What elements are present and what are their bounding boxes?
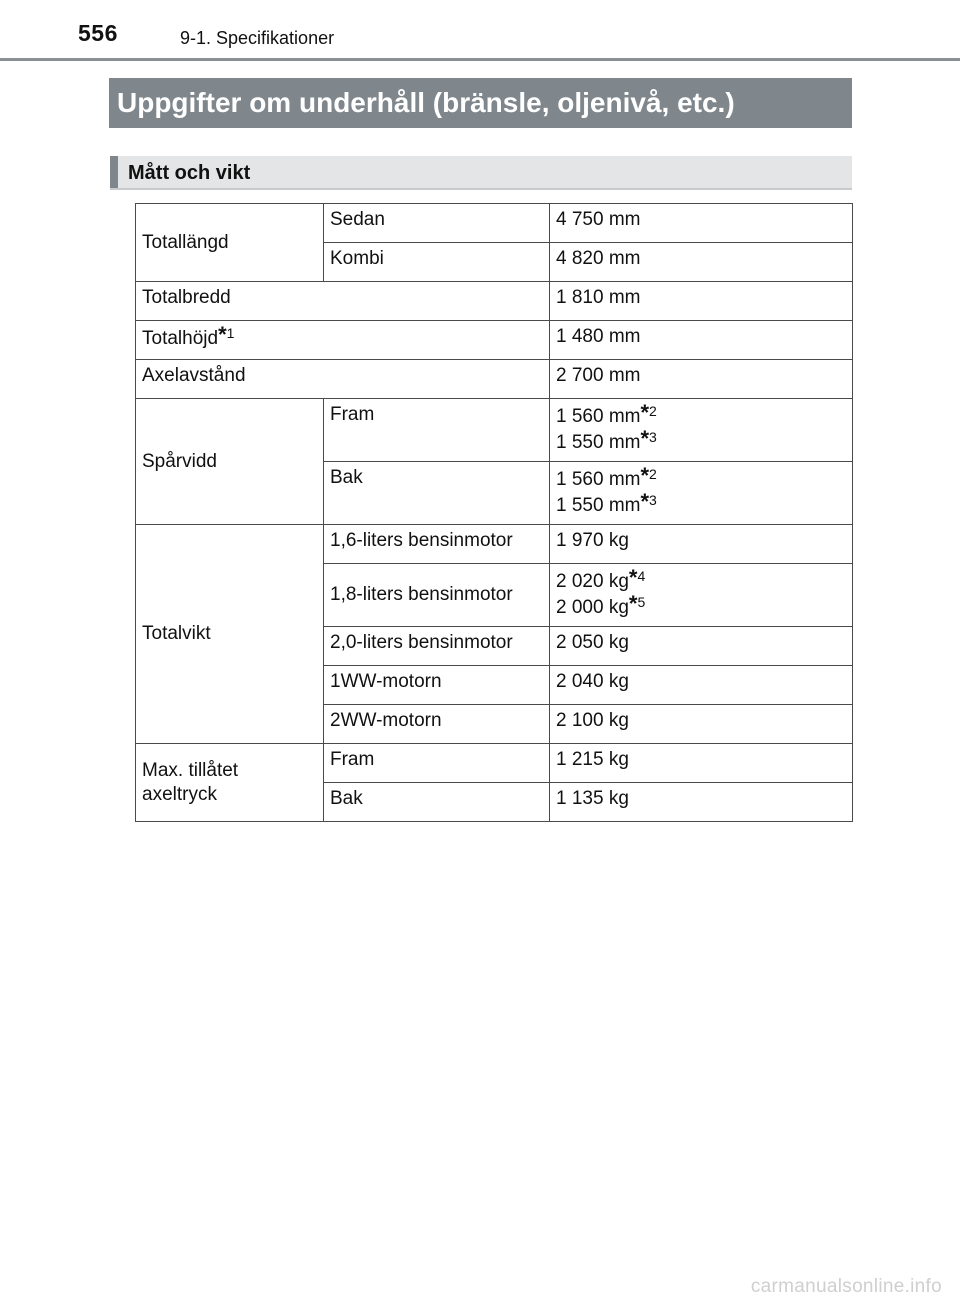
value-totalbredd: 1 810 mm: [550, 282, 853, 321]
sub-label-engine: 2,0-liters bensinmotor: [324, 627, 550, 666]
footnote-number: 3: [649, 429, 657, 445]
value-weight: 1 970 kg: [550, 525, 853, 564]
value-axelavstand: 2 700 mm: [550, 360, 853, 399]
sub-label-fram: Fram: [324, 744, 550, 783]
sub-label-engine: 1,6-liters bensinmotor: [324, 525, 550, 564]
value-line: 2 020 kg: [556, 571, 629, 592]
value-axeltryck-fram: 1 215 kg: [550, 744, 853, 783]
row-label-axelavstand: Axelavstånd: [136, 360, 550, 399]
value-axeltryck-bak: 1 135 kg: [550, 783, 853, 822]
sub-label-bak: Bak: [324, 783, 550, 822]
value-weight: 2 100 kg: [550, 705, 853, 744]
footnote-number: 4: [637, 568, 646, 584]
subsection-header: [110, 156, 852, 190]
value-line: 1 550 mm: [556, 495, 641, 516]
sub-label-bak: Bak: [324, 462, 550, 525]
footnote-asterisk: *: [218, 322, 227, 347]
value-sparvidd-bak: [550, 462, 853, 525]
page-number: 556: [78, 20, 118, 46]
footnote-asterisk: *: [628, 591, 638, 616]
row-label-totallangd: Totallängd: [136, 204, 324, 282]
sub-label-kombi: Kombi: [324, 243, 550, 282]
row-label-totalbredd: Totalbredd: [136, 282, 550, 321]
table-row: [136, 744, 853, 783]
value-weight: 2 050 kg: [550, 627, 853, 666]
section-reference: 9-1. Specifikationer: [180, 28, 335, 48]
header-divider: [0, 58, 960, 61]
table-row: [136, 204, 853, 243]
value-line: 1 560 mm: [556, 406, 641, 427]
value-weight: 2 040 kg: [550, 666, 853, 705]
sub-label-engine: 1,8-liters bensinmotor: [324, 564, 550, 627]
sub-label-engine: 2WW-motorn: [324, 705, 550, 744]
footnote-asterisk: *: [640, 400, 650, 425]
page-title: Uppgifter om underhåll (bränsle, oljenivå, etc.): [109, 78, 852, 128]
value-weight: [550, 564, 853, 627]
footnote-number: 1: [226, 325, 235, 341]
table-row: [136, 360, 853, 399]
watermark: carmanualsonline.info: [750, 1276, 942, 1297]
value-sparvidd-fram: [550, 399, 853, 462]
table-row: [136, 321, 853, 360]
footnote-asterisk: *: [628, 565, 638, 590]
value-totalhojd: 1 480 mm: [550, 321, 853, 360]
row-label-axeltryck: [136, 744, 324, 822]
footnote-number: 2: [649, 403, 657, 419]
footnote-asterisk: *: [640, 426, 650, 451]
dimensions-weight-table: [135, 203, 853, 822]
value-kombi-length: 4 820 mm: [550, 243, 853, 282]
value-line: 1 560 mm: [556, 469, 641, 490]
row-label-sparvidd: Spårvidd: [136, 399, 324, 525]
table-row: [136, 282, 853, 321]
row-label-totalvikt: Totalvikt: [136, 525, 324, 744]
axeltryck-line-2: axeltryck: [142, 783, 217, 805]
sub-label-fram: Fram: [324, 399, 550, 462]
footnote-asterisk: *: [640, 489, 650, 514]
sub-label-engine: 1WW-motorn: [324, 666, 550, 705]
table-row: [136, 525, 853, 564]
sub-label-sedan: Sedan: [324, 204, 550, 243]
footnote-number: 3: [649, 492, 657, 508]
subsection-title: Mått och vikt: [128, 162, 251, 184]
axeltryck-line-1: Max. tillåtet: [142, 759, 239, 781]
value-line: 2 000 kg: [556, 597, 629, 618]
row-label-totalhojd: [136, 321, 550, 360]
footnote-number: 2: [649, 466, 657, 482]
value-sedan-length: 4 750 mm: [550, 204, 853, 243]
table-row: [136, 399, 853, 462]
footnote-number: 5: [637, 594, 646, 610]
totalhojd-text: Totalhöjd: [142, 328, 219, 349]
footnote-asterisk: *: [640, 463, 650, 488]
subsection-accent-bar: [110, 156, 118, 188]
value-line: 1 550 mm: [556, 432, 641, 453]
